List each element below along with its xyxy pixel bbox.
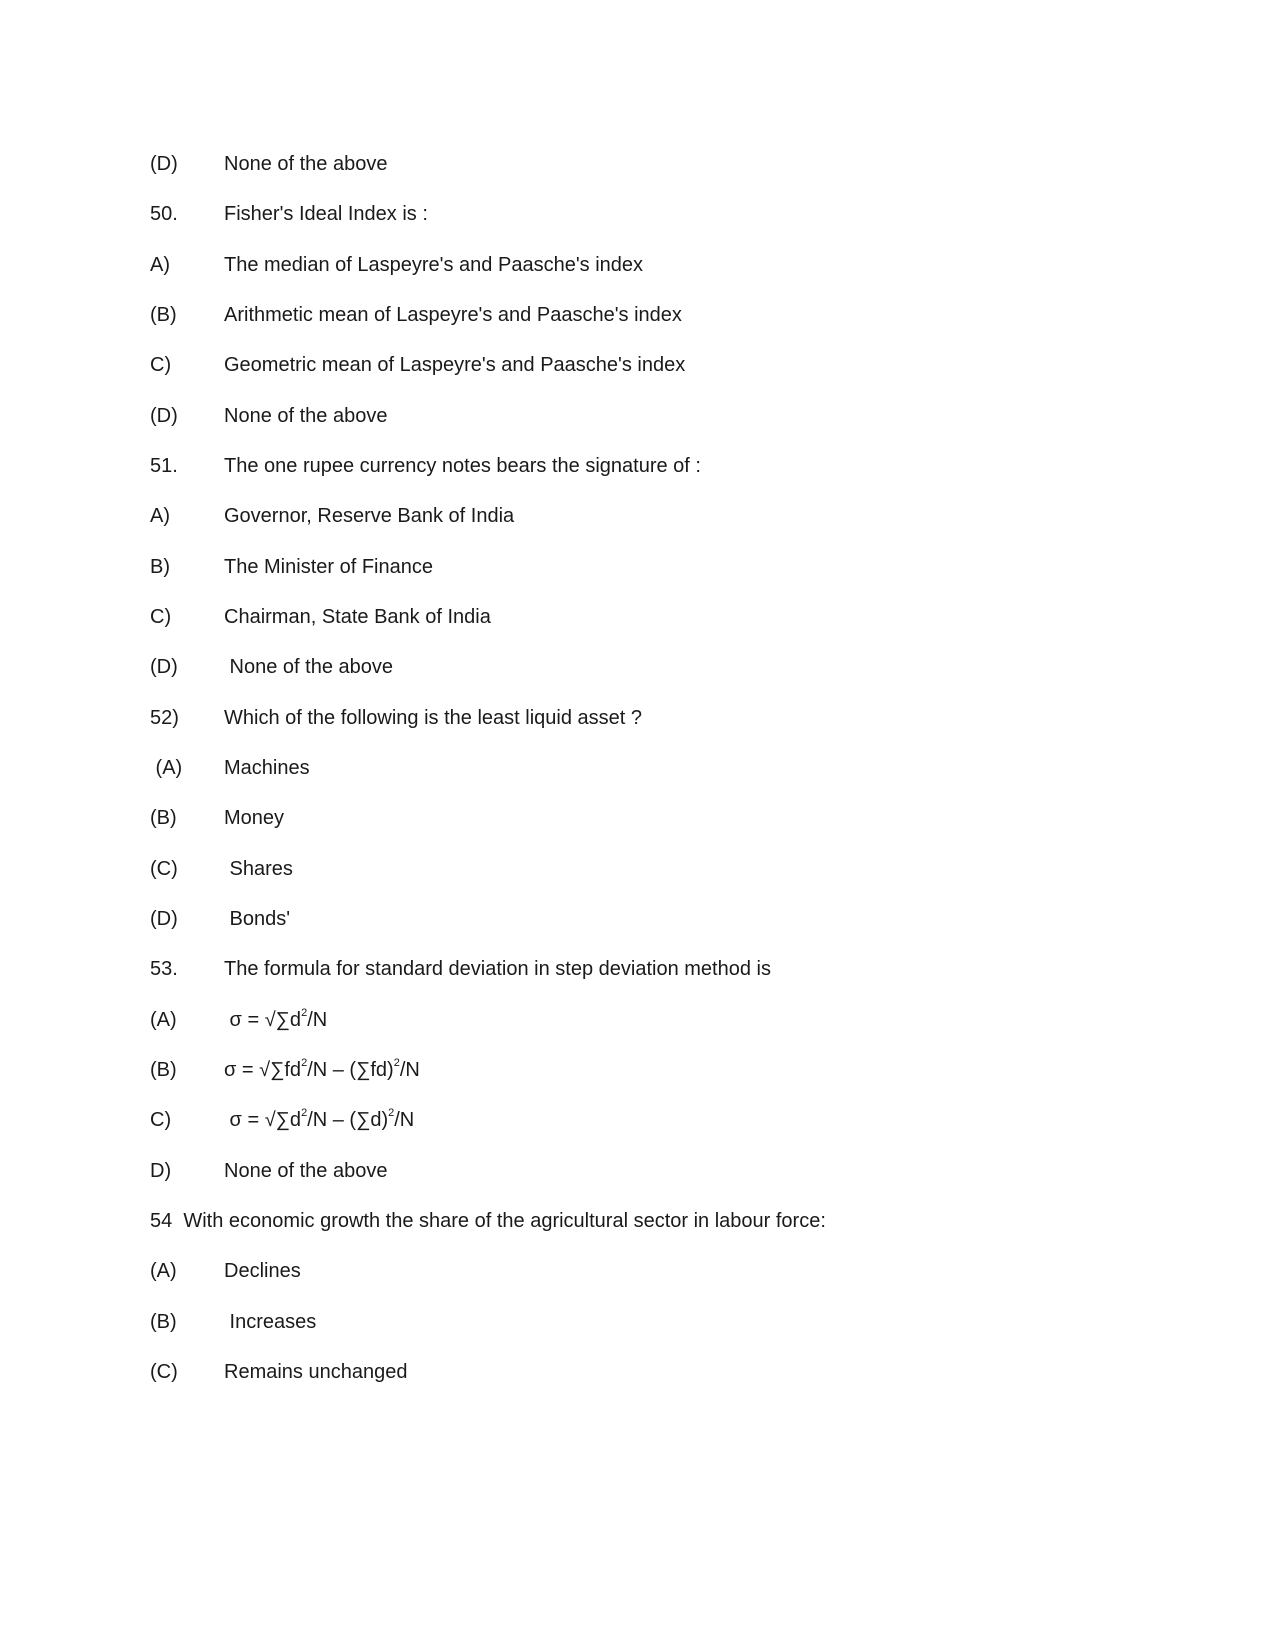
option-text: Machines xyxy=(224,757,310,779)
option-label: A) xyxy=(150,254,170,276)
formula-superscript: 2 xyxy=(301,1057,308,1070)
option-label: C) xyxy=(150,1109,172,1131)
formula-superscript: 2 xyxy=(388,1107,395,1120)
option-text: None of the above xyxy=(224,153,388,175)
question-text: Which of the following is the least liquid asset ? xyxy=(224,707,642,729)
formula-part: σ = √∑d xyxy=(224,1109,302,1131)
option-label: (A) xyxy=(150,757,183,779)
option-label: D) xyxy=(150,1160,172,1182)
option-text: None of the above xyxy=(224,405,388,427)
question-number: 51. xyxy=(150,455,178,477)
option-text: Money xyxy=(224,807,285,829)
option-label: (D) xyxy=(150,656,178,678)
formula-part: /N – (∑fd) xyxy=(307,1059,394,1081)
option-label: (A) xyxy=(150,1009,177,1031)
question-text: 54 With economic growth the share of the agricultural sector in labour force: xyxy=(150,1210,826,1232)
question-number: 50. xyxy=(150,203,178,225)
option-text: The Minister of Finance xyxy=(224,556,433,578)
formula-text xyxy=(224,1055,420,1085)
question-text: Fisher's Ideal Index is : xyxy=(224,203,428,225)
option-text: Increases xyxy=(224,1311,317,1333)
option-text: Geometric mean of Laspeyre's and Paasche's index xyxy=(224,354,686,376)
option-label: (B) xyxy=(150,1311,177,1333)
formula-superscript: 2 xyxy=(301,1007,308,1020)
formula-text xyxy=(224,1105,414,1135)
formula-part: /N xyxy=(399,1059,420,1081)
formula-superscript: 2 xyxy=(393,1057,400,1070)
option-text: Arithmetic mean of Laspeyre's and Paasche's index xyxy=(224,304,682,326)
formula-part: /N xyxy=(394,1109,415,1131)
option-text: None of the above xyxy=(224,656,394,678)
question-text: The formula for standard deviation in step deviation method is xyxy=(224,958,771,980)
formula-part: /N – (∑d) xyxy=(307,1109,389,1131)
option-text: Governor, Reserve Bank of India xyxy=(224,505,515,527)
formula-part: σ = √∑fd xyxy=(224,1059,302,1081)
option-text: None of the above xyxy=(224,1160,388,1182)
question-number: 53. xyxy=(150,958,178,980)
formula-text xyxy=(224,1005,327,1035)
option-text: Remains unchanged xyxy=(224,1361,408,1383)
option-label: (D) xyxy=(150,405,178,427)
option-text: Bonds' xyxy=(224,908,291,930)
question-number: 52) xyxy=(150,707,179,729)
option-label: A) xyxy=(150,505,170,527)
option-label: B) xyxy=(150,556,170,578)
formula-superscript: 2 xyxy=(301,1107,308,1120)
option-label: C) xyxy=(150,354,172,376)
option-label: (C) xyxy=(150,858,178,880)
option-label: (D) xyxy=(150,908,178,930)
option-text: Declines xyxy=(224,1260,301,1282)
formula-part: /N xyxy=(307,1009,328,1031)
option-text: Chairman, State Bank of India xyxy=(224,606,491,628)
option-label: (B) xyxy=(150,1059,177,1081)
option-label: (B) xyxy=(150,304,177,326)
formula-part: σ = √∑d xyxy=(224,1009,302,1031)
option-text: Shares xyxy=(224,858,293,880)
option-label: (A) xyxy=(150,1260,177,1282)
option-label: (D) xyxy=(150,153,178,175)
option-label: C) xyxy=(150,606,172,628)
option-label: (B) xyxy=(150,807,177,829)
option-text: The median of Laspeyre's and Paasche's index xyxy=(224,254,644,276)
option-label: (C) xyxy=(150,1361,178,1383)
question-text: The one rupee currency notes bears the signature of : xyxy=(224,455,701,477)
